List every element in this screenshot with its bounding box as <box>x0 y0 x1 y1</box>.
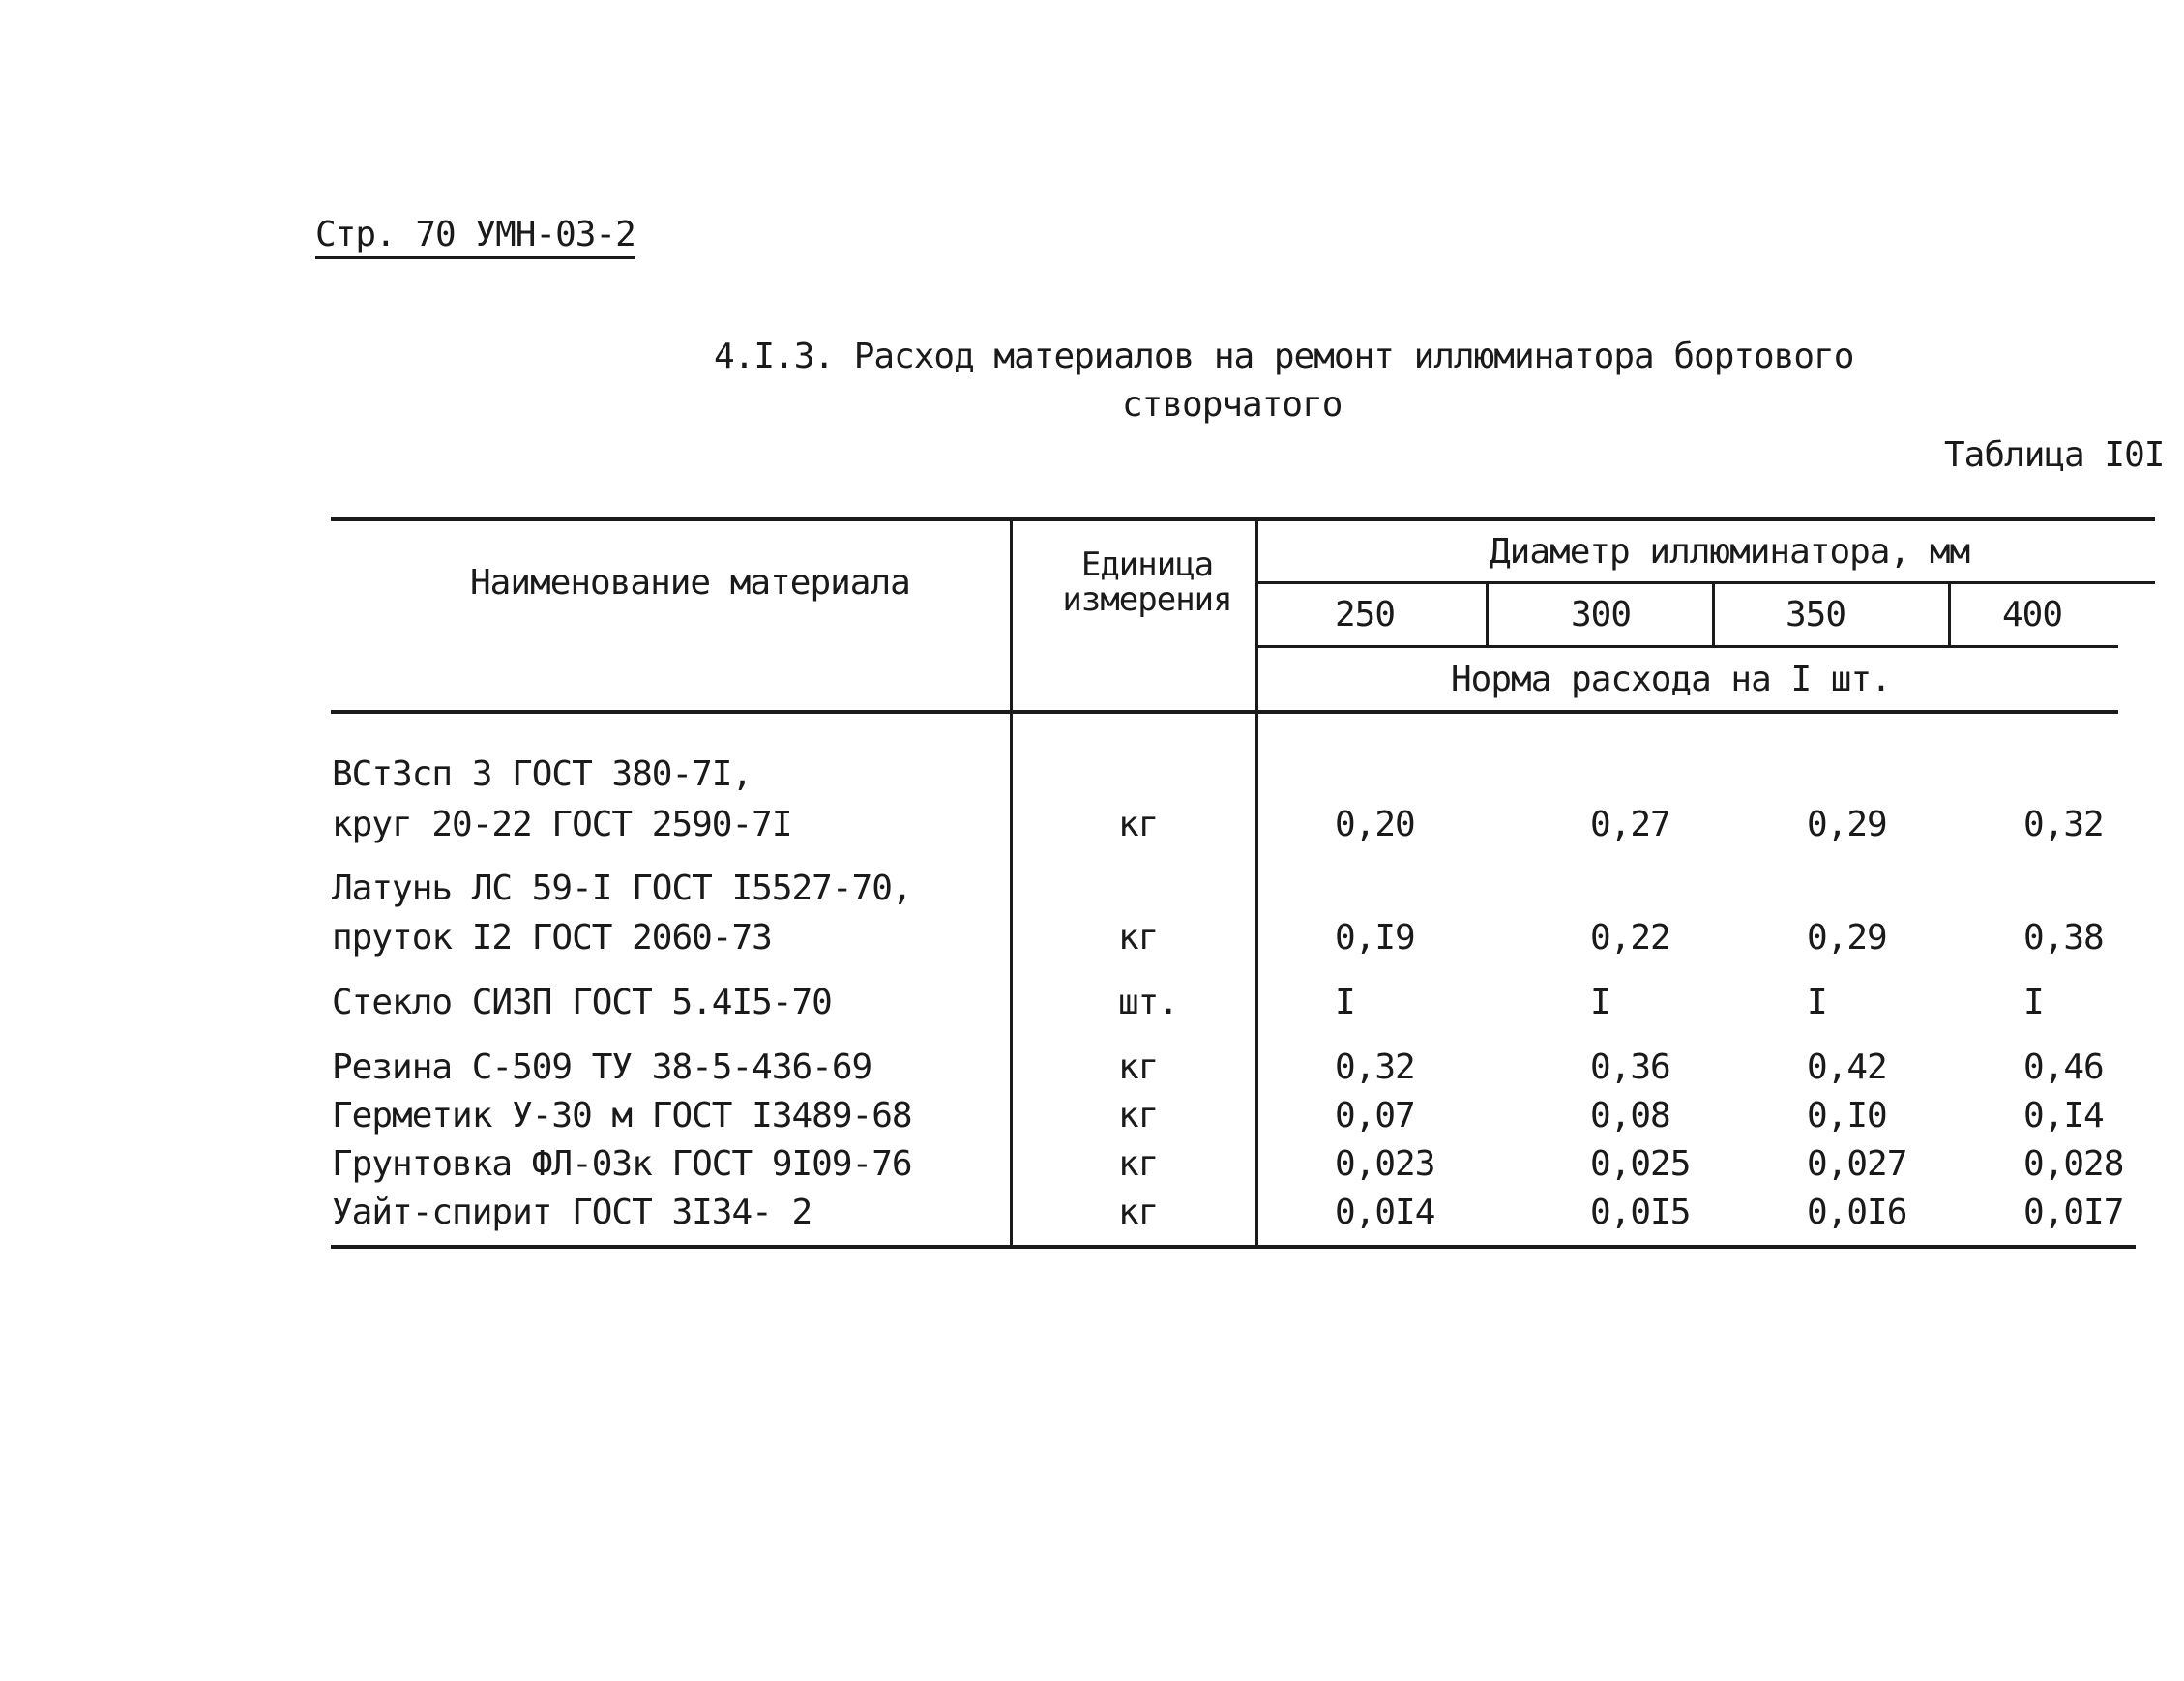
row-5-value-250: 0,07 <box>1335 1096 1415 1135</box>
row-3-value-300: I <box>1590 983 1610 1022</box>
row-5-name: Герметик У-30 м ГОСТ I3489-68 <box>332 1096 912 1135</box>
row-6-name: Грунтовка ФЛ-03к ГОСТ 9I09-76 <box>332 1144 912 1184</box>
row-6-value-300: 0,025 <box>1590 1144 1691 1184</box>
row-1-value-300: 0,27 <box>1590 805 1670 844</box>
row-5-value-350: 0,I0 <box>1807 1096 1887 1135</box>
row-5-unit: кг <box>1118 1096 1159 1135</box>
row-7-value-400: 0,0I7 <box>2023 1193 2124 1232</box>
row-4-value-250: 0,32 <box>1335 1047 1415 1087</box>
diameter-divider-3 <box>1948 583 1951 646</box>
row-2-value-250: 0,I9 <box>1335 918 1415 958</box>
row-2-unit: кг <box>1118 918 1159 958</box>
row-3-value-350: I <box>1807 983 1827 1022</box>
row-6-value-350: 0,027 <box>1807 1144 1907 1184</box>
page-reference: Стр. 70 УМН-03-2 <box>315 215 635 259</box>
row-2-value-400: 0,38 <box>2023 918 2104 958</box>
row-2-name-line-1: Латунь ЛС 59-I ГОСТ I5527-70, <box>332 869 912 908</box>
row-3-value-400: I <box>2023 983 2044 1022</box>
column-divider-values <box>1255 519 1258 1247</box>
row-4-name: Резина С-509 ТУ 38-5-436-69 <box>332 1047 872 1087</box>
row-1-name-line-1: ВСт3сп 3 ГОСТ 380-7I, <box>332 754 753 794</box>
diameter-400: 400 <box>2002 595 2063 634</box>
norm-label: Норма расхода на I шт. <box>1451 660 1891 699</box>
row-1-unit: кг <box>1118 805 1159 844</box>
row-4-value-400: 0,46 <box>2023 1047 2104 1087</box>
row-6-unit: кг <box>1118 1144 1159 1184</box>
diameter-values-rule <box>1255 645 2118 648</box>
header-bottom-rule <box>331 710 2118 714</box>
row-1-value-250: 0,20 <box>1335 805 1415 844</box>
row-1-value-400: 0,32 <box>2023 805 2104 844</box>
row-4-value-350: 0,42 <box>1807 1047 1887 1087</box>
diameter-divider-2 <box>1712 583 1715 646</box>
column-header-unit-line-1: Единица <box>1080 546 1214 584</box>
column-divider-unit <box>1010 519 1013 1247</box>
row-5-value-300: 0,08 <box>1590 1096 1670 1135</box>
row-3-value-250: I <box>1335 983 1355 1022</box>
row-2-value-300: 0,22 <box>1590 918 1670 958</box>
row-4-value-300: 0,36 <box>1590 1047 1670 1087</box>
row-7-name: Уайт-спирит ГОСТ 3I34- 2 <box>332 1193 812 1232</box>
row-2-value-350: 0,29 <box>1807 918 1887 958</box>
section-title-line-1: 4.I.3. Расход материалов на ремонт иллюминатора бортового <box>714 337 1854 376</box>
column-header-material: Наименование материала <box>470 563 910 603</box>
row-6-value-400: 0,028 <box>2023 1144 2124 1184</box>
section-title-line-2: створчатого <box>1122 385 1343 425</box>
table-bottom-rule <box>331 1245 2136 1249</box>
row-1-name-line-2: круг 20-22 ГОСТ 2590-7I <box>332 805 792 844</box>
row-3-unit: шт. <box>1118 983 1179 1022</box>
column-header-diameter: Диаметр иллюминатора, мм <box>1490 532 1970 572</box>
row-7-value-250: 0,0I4 <box>1335 1193 1435 1232</box>
table-top-rule <box>331 517 2155 521</box>
diameter-350: 350 <box>1786 595 1846 634</box>
row-7-value-350: 0,0I6 <box>1807 1193 1907 1232</box>
row-3-name: Стекло СИЗП ГОСТ 5.4I5-70 <box>332 983 832 1022</box>
diameter-divider-1 <box>1486 583 1489 646</box>
diameter-300: 300 <box>1571 595 1632 634</box>
column-header-unit-line-2: измерения <box>1062 580 1232 619</box>
diameter-header-rule <box>1255 581 2155 584</box>
row-2-name-line-2: пруток I2 ГОСТ 2060-73 <box>332 918 772 958</box>
row-7-value-300: 0,0I5 <box>1590 1193 1691 1232</box>
row-1-value-350: 0,29 <box>1807 805 1887 844</box>
row-5-value-400: 0,I4 <box>2023 1096 2104 1135</box>
table-number: Таблица I0I <box>1944 435 2165 475</box>
row-4-unit: кг <box>1118 1047 1159 1087</box>
diameter-250: 250 <box>1335 595 1396 634</box>
row-6-value-250: 0,023 <box>1335 1144 1435 1184</box>
row-7-unit: кг <box>1118 1193 1159 1232</box>
